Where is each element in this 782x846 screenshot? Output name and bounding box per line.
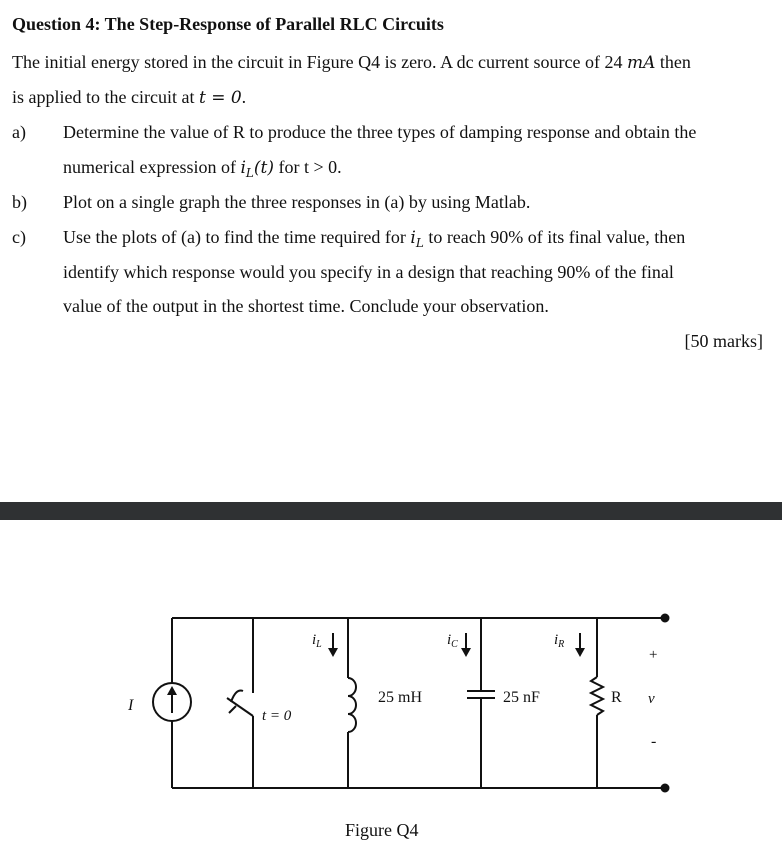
circuit-diagram [0,520,782,820]
intro-line-1 [12,52,691,73]
current-r-label: $i_R$ [554,632,565,650]
part-b-label: b) [12,192,27,212]
current-c-label: $i_C$ [447,632,458,650]
il-sub-c: L [415,236,424,250]
intro-text: The initial energy stored in the circuit in Figure Q4 is zero. A dc current source of 24 [12,52,627,72]
part-c-text-end: to reach 90% of its final value, then [423,227,686,247]
source-label: I [128,697,134,714]
current-l-arrowhead-icon [328,648,338,657]
part-c-line-3: value of the output in the shortest time. Conclude your observation. [63,296,549,316]
intro-line-2 [12,87,246,108]
part-b-line-1: Plot on a single graph the three responses in (a) by using Matlab. [63,192,531,212]
part-c-line-2: identify which response would you specify in a design that reaching 90% of the final [63,262,674,282]
il-sub: L [245,166,254,180]
voltage-label: v [648,691,655,707]
part-a-line-2 [63,157,342,180]
figure-caption: Figure Q4 [345,820,419,840]
intro-text-end: then [655,52,691,72]
terminal-bottom [662,785,669,792]
voltage-minus: - [651,733,657,750]
part-c-line-1 [63,227,685,250]
voltage-plus: + [649,647,658,663]
part-c-text: Use the plots of (a) to find the time required for [63,227,411,247]
il-var-c: i [410,228,416,248]
capacitor-value: 25 nF [503,689,540,706]
question-title: Question 4: The Step-Response of Parallel RLC Circuits [12,14,444,34]
time-zero-math: t = 0 [198,88,242,108]
unit-ma: mA [627,53,656,73]
part-a-label: a) [12,122,26,142]
part-a-text: numerical expression of [63,157,241,177]
resistor-zigzag-icon [591,677,603,715]
il-var: i [240,158,246,178]
switch-hatch-icon [229,706,236,713]
switch-label: t = 0 [262,708,292,724]
terminal-top [662,615,669,622]
inductor-value: 25 mH [378,689,422,706]
resistor-label: R [611,689,622,706]
intro-text-2: is applied to the circuit at [12,87,199,107]
intro-period: . [241,87,247,107]
il-arg: (t) [253,158,274,178]
marks-label: [50 marks] [684,331,763,351]
inductor-coil-icon [348,678,356,732]
current-r-arrowhead-icon [575,648,585,657]
switch-arc-icon [231,690,243,702]
source-arrowhead-icon [167,686,177,695]
part-a-end: for t > 0. [273,157,342,177]
page-divider [0,502,782,520]
part-a-line-1: Determine the value of R to produce the three types of damping response and obtain the [63,122,697,142]
current-c-arrowhead-icon [461,648,471,657]
current-l-label: $i_L$ [312,632,322,650]
part-c-label: c) [12,227,26,247]
